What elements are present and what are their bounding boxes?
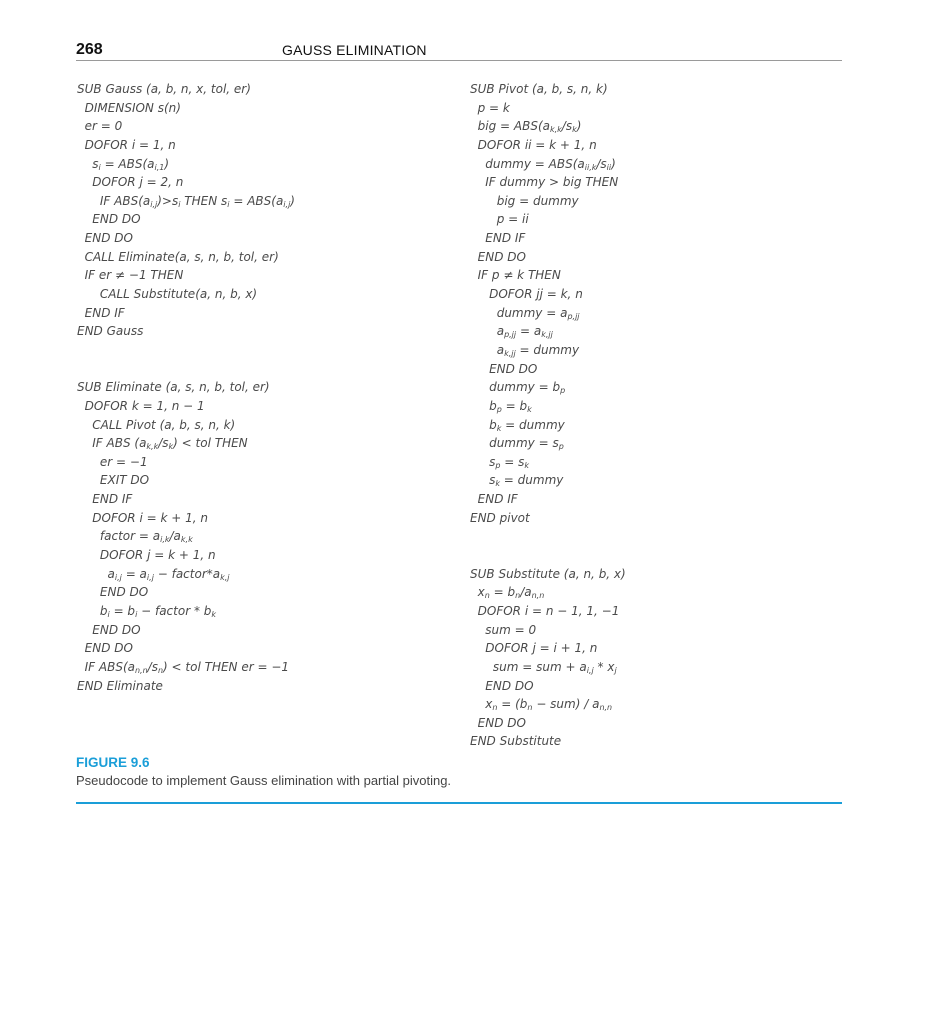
code-text: ) < tol THEN er = −1 (163, 659, 290, 674)
code-text: big = dummy (470, 193, 579, 208)
subscript: i,k (160, 535, 170, 545)
code-text: IF dummy > big THEN (470, 175, 619, 190)
code-text: = a (121, 566, 147, 581)
code-text: = b (489, 585, 516, 600)
code-text: IF ABS (a (77, 436, 147, 451)
running-head: GAUSS ELIMINATION (282, 42, 427, 58)
code-line (470, 248, 860, 267)
figure-caption: Pseudocode to implement Gauss elimination with partial pivoting. (76, 773, 452, 788)
caption-rule (76, 802, 842, 804)
code-text: IF p ≠ k THEN (470, 268, 561, 283)
subscript: i,j (586, 665, 594, 675)
code-line (77, 677, 447, 696)
subscript: p,jj (567, 311, 580, 321)
code-text: DOFOR jj = k, n (470, 287, 583, 302)
code-text: /a (169, 529, 181, 544)
code-text: END DO (77, 212, 141, 227)
subscript: k,k (146, 442, 159, 452)
code-line (470, 416, 860, 435)
code-line (470, 509, 860, 528)
code-text: END Substitute (470, 734, 562, 749)
subscript: i (178, 199, 181, 209)
code-text: END DO (470, 361, 538, 376)
code-text: dummy = ABS(a (470, 156, 585, 171)
code-text: CALL Eliminate(a, s, n, b, tol, er) (77, 249, 279, 264)
code-line (470, 173, 860, 192)
page-number: 268 (76, 41, 103, 58)
subscript: k,j (220, 572, 230, 582)
code-text: = dummy (501, 417, 565, 432)
code-line (77, 583, 447, 602)
code-text: s (77, 156, 99, 171)
code-line (77, 117, 447, 136)
code-text: CALL Substitute(a, n, b, x) (77, 287, 258, 302)
subscript: k (524, 460, 529, 470)
code-text: SUB Substitute (a, n, b, x) (470, 566, 626, 581)
code-text: END DO (77, 622, 141, 637)
code-text: = s (500, 454, 525, 469)
code-text: END IF (470, 231, 526, 246)
code-line (77, 621, 447, 640)
code-text: DOFOR i = n − 1, 1, −1 (470, 603, 620, 618)
subscript: i (107, 609, 110, 619)
code-line (470, 285, 860, 304)
code-line (77, 360, 447, 379)
code-line (77, 546, 447, 565)
subscript: n (157, 665, 164, 675)
code-text: THEN s (180, 193, 228, 208)
code-line (77, 639, 447, 658)
code-line (470, 322, 860, 341)
code-column-left (77, 80, 447, 695)
code-line (77, 509, 447, 528)
code-line (470, 471, 860, 490)
subscript: k,jj (541, 330, 553, 340)
code-line (77, 248, 447, 267)
code-text: = b (501, 398, 528, 413)
subscript: ii,k (584, 162, 597, 172)
subscript: i,j (150, 199, 158, 209)
subscript: p (496, 404, 502, 414)
code-line (77, 304, 447, 323)
code-text: DOFOR i = k + 1, n (77, 510, 208, 525)
subscript: i,1 (154, 162, 165, 172)
code-text: DOFOR ii = k + 1, n (470, 137, 597, 152)
code-text: = ABS(a (100, 156, 155, 171)
subscript: i (98, 162, 101, 172)
code-line (77, 229, 447, 248)
code-text: = b (109, 603, 136, 618)
code-line (470, 304, 860, 323)
subscript: k,k (180, 535, 193, 545)
code-line (470, 397, 860, 416)
code-text: END IF (470, 492, 518, 507)
code-text: = (b (497, 697, 528, 712)
code-line (77, 378, 447, 397)
subscript: ii (606, 162, 612, 172)
subscript: n (484, 591, 490, 601)
code-line (77, 80, 447, 99)
code-text: b (77, 603, 108, 618)
code-line (77, 471, 447, 490)
subscript: k,k (549, 125, 562, 135)
subscript: p (558, 442, 564, 452)
code-text: = ABS(a (229, 193, 284, 208)
code-text: dummy = b (470, 380, 561, 395)
subscript: n,n (531, 591, 545, 601)
code-line (470, 266, 860, 285)
subscript: p (560, 386, 566, 396)
code-line (470, 714, 860, 733)
code-text: IF ABS(a (77, 193, 151, 208)
code-line (470, 677, 860, 696)
subscript: n (492, 703, 498, 713)
subscript: i (135, 609, 138, 619)
subscript: n (527, 703, 533, 713)
code-text: − factor*a (153, 566, 221, 581)
code-line (470, 99, 860, 118)
code-line (470, 621, 860, 640)
code-text: big = ABS(a (470, 119, 550, 134)
code-text: = dummy (499, 473, 564, 488)
code-text: − factor * b (137, 603, 212, 618)
code-line (77, 565, 447, 584)
code-line (470, 695, 860, 714)
code-text: sum = sum + a (470, 659, 587, 674)
code-line (470, 378, 860, 397)
code-text: er = 0 (77, 119, 123, 134)
code-line (470, 210, 860, 229)
code-text: dummy = a (470, 305, 568, 320)
code-line (470, 602, 860, 621)
code-text: dummy = s (470, 436, 559, 451)
code-text: CALL Pivot (a, b, s, n, k) (77, 417, 236, 432)
code-line (470, 527, 860, 546)
code-text: x (470, 585, 485, 600)
code-text: DOFOR j = i + 1, n (470, 641, 598, 656)
code-line (470, 192, 860, 211)
code-line (470, 155, 860, 174)
subscript: i,j (283, 199, 291, 209)
subscript: k (572, 125, 577, 135)
code-text: END DO (77, 585, 149, 600)
code-text: /s (147, 659, 158, 674)
code-text: p = ii (470, 212, 529, 227)
code-line (470, 341, 860, 360)
subscript: k (496, 423, 502, 433)
code-text: DIMENSION s(n) (77, 100, 181, 115)
code-line (470, 732, 860, 751)
subscript: j (614, 665, 617, 675)
figure-label: FIGURE 9.6 (76, 755, 150, 770)
subscript: n,n (599, 703, 613, 713)
code-text: END DO (470, 678, 534, 693)
code-line (77, 266, 447, 285)
code-line (470, 565, 860, 584)
code-line (77, 136, 447, 155)
code-line (470, 117, 860, 136)
subscript: n (515, 591, 521, 601)
code-text: DOFOR k = 1, n − 1 (77, 398, 205, 413)
code-line (470, 434, 860, 453)
code-line (77, 416, 447, 435)
code-text: /s (158, 436, 169, 451)
code-line (77, 453, 447, 472)
code-line (77, 341, 447, 360)
code-text: END DO (77, 231, 133, 246)
code-text: SUB Pivot (a, b, s, n, k) (470, 82, 608, 96)
code-text: END IF (77, 492, 133, 507)
code-text: a (77, 566, 115, 581)
code-text: DOFOR j = 2, n (77, 175, 184, 190)
subscript: i,j (146, 572, 154, 582)
code-text: END DO (470, 249, 526, 264)
code-line (470, 639, 860, 658)
code-text: a (470, 324, 505, 339)
code-line (470, 136, 860, 155)
code-text: DOFOR i = 1, n (77, 137, 176, 152)
code-line (77, 527, 447, 546)
code-text: b (470, 417, 497, 432)
code-line (77, 155, 447, 174)
code-line (77, 173, 447, 192)
code-text: END IF (77, 305, 125, 320)
subscript: i,j (114, 572, 122, 582)
code-text: IF ABS(a (77, 659, 135, 674)
code-column-right (470, 80, 860, 751)
code-text: factor = a (77, 529, 161, 544)
code-line (470, 583, 860, 602)
code-line (470, 453, 860, 472)
code-text: s (470, 454, 496, 469)
code-text: s (470, 473, 496, 488)
code-line (77, 658, 447, 677)
subscript: p (495, 460, 501, 470)
code-text: )>s (157, 193, 179, 208)
code-text: /a (520, 585, 532, 600)
code-line (77, 602, 447, 621)
code-text: END DO (77, 641, 133, 656)
code-text: ) < tol THEN (173, 436, 248, 451)
code-text: ) (290, 193, 295, 208)
code-text: = a (516, 324, 542, 339)
code-text: END Gauss (77, 324, 144, 339)
code-line (77, 192, 447, 211)
code-line (470, 490, 860, 509)
subscript: k (211, 609, 217, 619)
code-line (77, 210, 447, 229)
code-text: er = −1 (77, 454, 148, 469)
code-line (470, 546, 860, 565)
code-text: a (470, 342, 505, 357)
code-text: EXIT DO (77, 473, 150, 488)
subscript: p,jj (504, 330, 517, 340)
code-line (77, 322, 447, 341)
code-line (470, 360, 860, 379)
code-text: = dummy (515, 342, 580, 357)
code-text: x (470, 697, 493, 712)
code-line (77, 397, 447, 416)
code-text: ) (611, 156, 616, 171)
code-text: b (470, 398, 497, 413)
code-text: /s (561, 119, 573, 134)
code-text: ) (576, 119, 582, 134)
code-text: − sum) / a (532, 697, 600, 712)
page-header (76, 40, 842, 61)
code-line (77, 434, 447, 453)
code-text: END Eliminate (77, 678, 163, 693)
code-text: p = k (470, 100, 510, 115)
code-text: ) (164, 156, 170, 171)
subscript: k (168, 442, 174, 452)
code-text: SUB Gauss (a, b, n, x, tol, er) (77, 82, 251, 96)
code-text: /s (596, 156, 607, 171)
code-text: IF er ≠ −1 THEN (77, 268, 184, 283)
subscript: k (495, 479, 500, 489)
subscript: k,jj (504, 348, 516, 358)
code-text: sum = 0 (470, 622, 537, 637)
code-text: DOFOR j = k + 1, n (77, 548, 216, 563)
code-line (77, 99, 447, 118)
code-line (470, 658, 860, 677)
subscript: n,n (134, 665, 148, 675)
code-line (470, 229, 860, 248)
subscript: k (527, 404, 532, 414)
code-text: SUB Eliminate (a, s, n, b, tol, er) (77, 380, 270, 395)
code-line (77, 285, 447, 304)
code-text: END DO (470, 715, 526, 730)
code-line (470, 80, 860, 99)
code-line (77, 490, 447, 509)
code-text: * x (593, 659, 615, 674)
subscript: i (227, 199, 230, 209)
code-text: END pivot (470, 510, 530, 525)
